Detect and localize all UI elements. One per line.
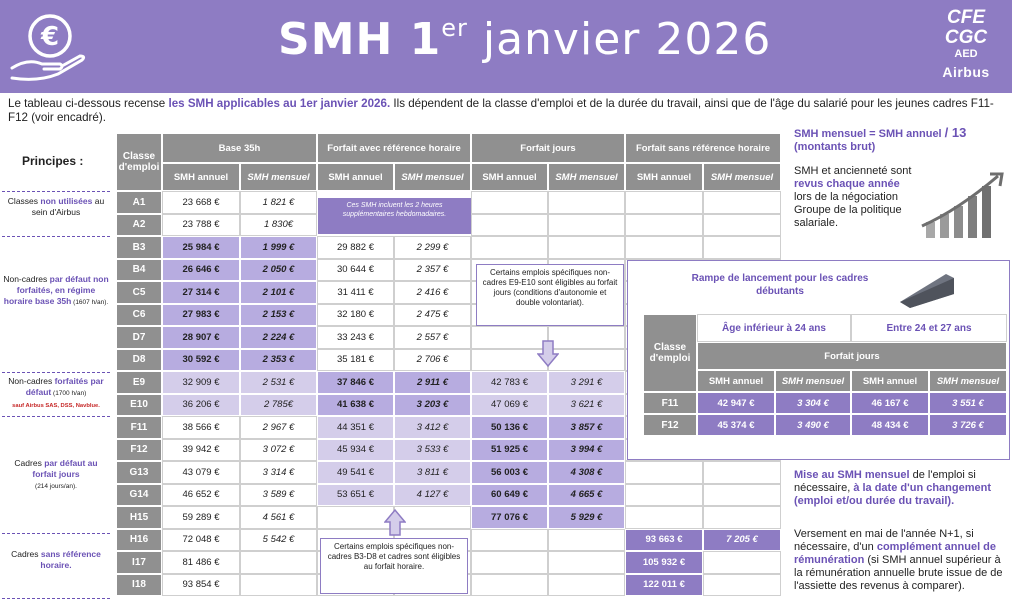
value-cell: 2 357 € (394, 259, 471, 282)
value-cell: 4 561 € (240, 506, 317, 529)
arrow-down-icon (537, 340, 559, 368)
group-label-unused: Classes non utilisées au sein d'Airbus (7, 196, 105, 217)
value-cell: 2 785€ (240, 394, 317, 417)
page-title: SMH 1er janvier 2026 (278, 14, 772, 65)
value-cell: 2 706 € (394, 349, 471, 372)
group-separator (2, 191, 110, 192)
value-cell: 5 929 € (548, 506, 625, 529)
value-cell: 3 811 € (394, 461, 471, 484)
euro-hand-icon (8, 6, 88, 86)
value-cell (625, 236, 703, 259)
class-cell: D8 (116, 349, 162, 372)
group-label-noncadres-35h: Non-cadres par défaut non forfaités, en régime horaire base 35h (1607 h/an). (3, 274, 109, 306)
svg-text:€: € (40, 22, 60, 52)
value-cell: 3 621 € (548, 394, 625, 417)
value-cell: 33 243 € (317, 326, 394, 349)
value-cell: 3 314 € (240, 461, 317, 484)
subheader-annuel: SMH annuel (625, 163, 703, 191)
value-cell: 1 830€ (240, 214, 317, 237)
value-cell: 3 072 € (240, 439, 317, 462)
value-cell (548, 529, 625, 552)
value-cell: 3 994 € (548, 439, 625, 462)
value-cell: 37 846 € (317, 371, 394, 394)
class-cell: A1 (116, 191, 162, 214)
header-forfait-jours: Forfait jours (471, 133, 625, 163)
value-cell: 4 127 € (394, 484, 471, 507)
value-cell (548, 574, 625, 597)
value-cell: 2 101 € (240, 281, 317, 304)
value-cell: 49 541 € (317, 461, 394, 484)
class-cell: B4 (116, 259, 162, 282)
value-cell: 2 299 € (394, 236, 471, 259)
intro-text: Le tableau ci-dessous recense les SMH applicables au 1er janvier 2026. Ils dépendent de la classe d'emploi et de la durée du travail, ainsi que de l'âge du salarié pour les jeunes cadres F11-F12 (voir encadré). (8, 97, 994, 124)
note-e9-e10: Certains emplois spécifiques non-cadres E9-E10 sont éligibles au forfait jours (conditions d'autonomie et double volontariat). (476, 264, 624, 326)
class-cell: C6 (116, 304, 162, 327)
value-cell (703, 214, 781, 237)
group-separator (2, 416, 110, 417)
ramp-header-age2: Entre 24 et 27 ans (851, 314, 1007, 342)
subheader-mensuel: SMH mensuel (548, 163, 625, 191)
value-cell (471, 214, 548, 237)
value-cell: 53 651 € (317, 484, 394, 507)
group-separator (2, 598, 110, 599)
value-cell (625, 461, 703, 484)
value-cell (471, 529, 548, 552)
value-cell (471, 236, 548, 259)
value-cell: 1 999 € (240, 236, 317, 259)
value-cell: 27 314 € (162, 281, 240, 304)
arrow-up-icon (384, 508, 406, 536)
value-cell: 43 079 € (162, 461, 240, 484)
value-cell (317, 506, 394, 529)
value-cell: 2 416 € (394, 281, 471, 304)
value-cell (625, 506, 703, 529)
growth-chart-icon (918, 170, 1008, 242)
ramp-value-cell: 3 490 € (775, 414, 851, 436)
value-cell: 29 882 € (317, 236, 394, 259)
value-cell: 3 203 € (394, 394, 471, 417)
value-cell (548, 236, 625, 259)
value-cell (548, 349, 625, 372)
ramp-sub: SMH mensuel (775, 370, 851, 392)
subheader-annuel: SMH annuel (317, 163, 394, 191)
ramp-value-cell: 42 947 € (697, 392, 775, 414)
value-cell: 3 857 € (548, 416, 625, 439)
formula-text: SMH mensuel = SMH annuel / 13 (montants brut) (794, 125, 967, 153)
value-cell (703, 236, 781, 259)
value-cell (625, 214, 703, 237)
value-cell: 2 557 € (394, 326, 471, 349)
value-cell: 26 646 € (162, 259, 240, 282)
value-cell: 93 663 € (625, 529, 703, 552)
value-cell: 4 308 € (548, 461, 625, 484)
group-separator (2, 236, 110, 237)
ramp-value-cell: 45 374 € (697, 414, 775, 436)
value-cell: 30 592 € (162, 349, 240, 372)
group-separator (2, 372, 110, 373)
ramp-header-age1: Âge inférieur à 24 ans (697, 314, 851, 342)
value-cell: 2 153 € (240, 304, 317, 327)
value-cell: 59 289 € (162, 506, 240, 529)
ramp-value-cell: 3 304 € (775, 392, 851, 414)
class-cell: C5 (116, 281, 162, 304)
header-forfait-horaire: Forfait avec référence horaire (317, 133, 471, 163)
value-cell (240, 551, 317, 574)
value-cell: 3 291 € (548, 371, 625, 394)
value-cell (703, 461, 781, 484)
value-cell: 105 932 € (625, 551, 703, 574)
ramp-sub: SMH annuel (851, 370, 929, 392)
value-cell: 2 967 € (240, 416, 317, 439)
value-cell: 35 181 € (317, 349, 394, 372)
value-cell: 2 531 € (240, 371, 317, 394)
value-cell (625, 191, 703, 214)
value-cell: 3 533 € (394, 439, 471, 462)
value-cell: 23 668 € (162, 191, 240, 214)
ramp-header-forfait: Forfait jours (697, 342, 1007, 370)
value-cell: 30 644 € (317, 259, 394, 282)
value-cell: 2 353 € (240, 349, 317, 372)
value-cell: 77 076 € (471, 506, 548, 529)
class-cell: A2 (116, 214, 162, 237)
value-cell (548, 326, 625, 349)
value-cell (703, 506, 781, 529)
value-cell: 39 942 € (162, 439, 240, 462)
value-cell: 23 788 € (162, 214, 240, 237)
ramp-value-cell: 48 434 € (851, 414, 929, 436)
group-label-cadres-jours: Cadres par défaut au forfait jours (214 jours/an). (14, 458, 98, 490)
value-cell: 31 411 € (317, 281, 394, 304)
value-cell: 32 180 € (317, 304, 394, 327)
revaluation-text: SMH et ancienneté sont revus chaque année lors de la négociation Groupe de la politique salariale. (794, 165, 912, 229)
ramp-class-cell: F12 (643, 414, 697, 436)
value-cell: 32 909 € (162, 371, 240, 394)
value-cell: 122 011 € (625, 574, 703, 597)
value-cell: 93 854 € (162, 574, 240, 597)
group-separator (2, 533, 110, 534)
value-cell: 2 911 € (394, 371, 471, 394)
value-cell: 46 652 € (162, 484, 240, 507)
value-cell (548, 191, 625, 214)
class-cell: D7 (116, 326, 162, 349)
value-cell (625, 484, 703, 507)
header-forfait-sans-ref: Forfait sans référence horaire (625, 133, 781, 163)
value-cell (548, 551, 625, 574)
class-cell: E9 (116, 371, 162, 394)
value-cell: 42 783 € (471, 371, 548, 394)
ramp-icon (896, 266, 958, 310)
ramp-value-cell: 46 167 € (851, 392, 929, 414)
class-cell: G14 (116, 484, 162, 507)
class-cell: F12 (116, 439, 162, 462)
subheader-mensuel: SMH mensuel (394, 163, 471, 191)
value-cell: 7 205 € (703, 529, 781, 552)
value-cell (471, 551, 548, 574)
value-cell: 2 050 € (240, 259, 317, 282)
class-cell: H16 (116, 529, 162, 552)
value-cell: 81 486 € (162, 551, 240, 574)
ramp-class-cell: F11 (643, 392, 697, 414)
header-classe: Classe d'emploi (116, 133, 162, 191)
value-cell (471, 191, 548, 214)
note-hours: Ces SMH incluent les 2 heures supplémentaires hebdomadaires. (318, 198, 471, 234)
value-cell (240, 574, 317, 597)
cfe-cgc-logo: CFE CGC AED Airbus (942, 7, 990, 80)
value-cell: 45 934 € (317, 439, 394, 462)
mise-au-smh-text: Mise au SMH mensuel de l'emploi si nécessaire, à la date d'un changement (emploi et/ou durée du travail). (794, 469, 992, 507)
value-cell (703, 191, 781, 214)
value-cell: 2 475 € (394, 304, 471, 327)
value-cell: 60 649 € (471, 484, 548, 507)
class-cell: H15 (116, 506, 162, 529)
value-cell: 56 003 € (471, 461, 548, 484)
value-cell: 3 412 € (394, 416, 471, 439)
class-cell: F11 (116, 416, 162, 439)
value-cell: 1 821 € (240, 191, 317, 214)
subheader-mensuel: SMH mensuel (703, 163, 781, 191)
principes-label: Principes : (22, 154, 84, 168)
value-cell (703, 484, 781, 507)
value-cell: 38 566 € (162, 416, 240, 439)
value-cell: 50 136 € (471, 416, 548, 439)
versement-text: Versement en mai de l'année N+1, si nécessaire, d'un complément annuel de rémunération (si SMH annuel supérieur à la rémunération annuelle brute issue de de l'assiette des revenus à comparer). (794, 528, 1003, 592)
value-cell (471, 574, 548, 597)
subheader-mensuel: SMH mensuel (240, 163, 317, 191)
class-cell: E10 (116, 394, 162, 417)
value-cell: 51 925 € (471, 439, 548, 462)
value-cell: 5 542 € (240, 529, 317, 552)
value-cell (703, 574, 781, 597)
value-cell (548, 214, 625, 237)
class-cell: I18 (116, 574, 162, 597)
ramp-header-classe: Classe d'emploi (643, 314, 697, 392)
ramp-table (643, 314, 1007, 436)
value-cell: 36 206 € (162, 394, 240, 417)
class-cell: B3 (116, 236, 162, 259)
ramp-sub: SMH mensuel (929, 370, 1007, 392)
ramp-title: Rampe de lancement pour les cadres débutants (691, 273, 869, 297)
group-label-cadres-sans-ref: Cadres sans référence horaire. (11, 549, 101, 570)
value-cell: 41 638 € (317, 394, 394, 417)
group-label-noncadres-forfait: Non-cadres forfaités par défaut (1700 h/an) sauf Airbus SAS, DSS, Navblue. (8, 376, 104, 409)
value-cell: 4 665 € (548, 484, 625, 507)
value-cell: 27 983 € (162, 304, 240, 327)
ramp-sub: SMH annuel (697, 370, 775, 392)
subheader-annuel: SMH annuel (162, 163, 240, 191)
value-cell: 72 048 € (162, 529, 240, 552)
ramp-value-cell: 3 726 € (929, 414, 1007, 436)
value-cell: 2 224 € (240, 326, 317, 349)
note-b3-d8: Certains emplois spécifiques non-cadres B3-D8 et cadres sont éligibles au forfait horaire. (320, 538, 468, 594)
value-cell: 28 907 € (162, 326, 240, 349)
class-cell: G13 (116, 461, 162, 484)
value-cell: 44 351 € (317, 416, 394, 439)
ramp-value-cell: 3 551 € (929, 392, 1007, 414)
value-cell: 25 984 € (162, 236, 240, 259)
subheader-annuel: SMH annuel (471, 163, 548, 191)
value-cell: 47 069 € (471, 394, 548, 417)
value-cell (703, 551, 781, 574)
class-cell: I17 (116, 551, 162, 574)
value-cell: 3 589 € (240, 484, 317, 507)
header-base35h: Base 35h (162, 133, 317, 163)
